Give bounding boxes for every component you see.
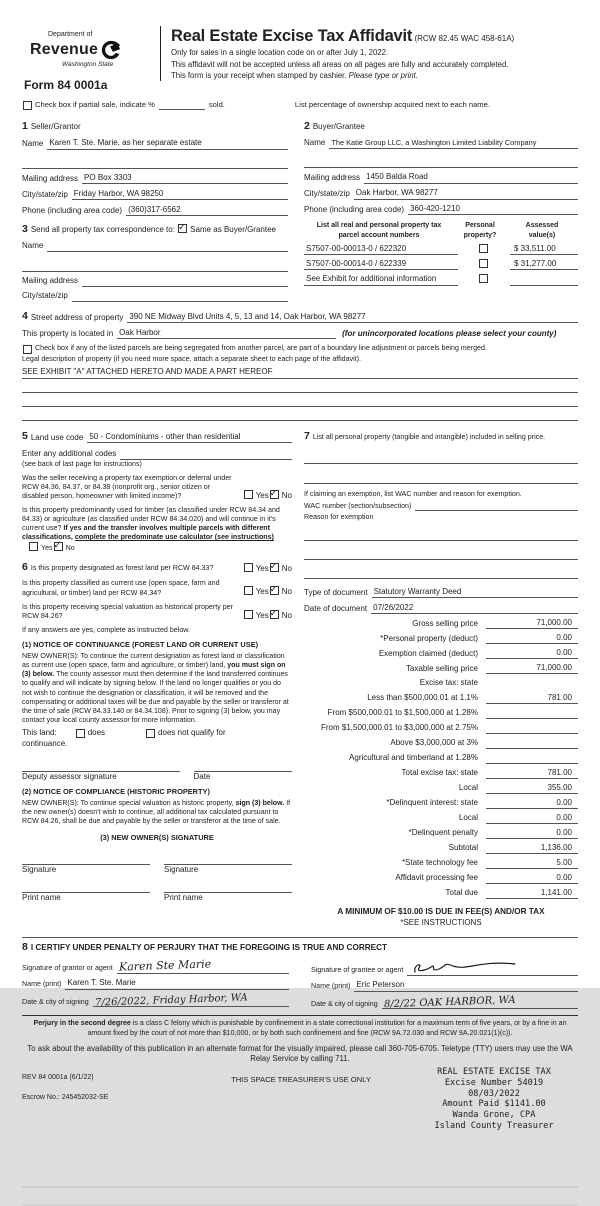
parcel-2-personal-checkbox[interactable] xyxy=(479,259,488,268)
street-address-field[interactable]: 390 NE Midway Blvd Units 4, 5, 13 and 14, Oak Harbor, WA 98277 xyxy=(127,312,578,323)
partial-sale-row xyxy=(22,100,578,110)
parcel-number-field[interactable]: S7507-00-00014-0 / 622339 xyxy=(304,259,458,270)
dor-logo-block xyxy=(22,26,160,93)
tier-2-value[interactable] xyxy=(486,708,578,719)
perjury-statement: Perjury in the second degree is a class C felony which is punishable by confinement in a state correctional institution for a maximum term of five years, or by a fine in an amount fixed by the court of not more than $10,000, or by both such confinement and fine (RCW 9A.72.030 and RCW 9A.20.021(1)(c)). xyxy=(22,1015,578,1037)
section-4-number: 4 xyxy=(22,309,28,322)
buyer-phone-field[interactable]: 360-420-1210 xyxy=(408,204,578,215)
grantor-name-field[interactable]: Karen T. Ste. Marie xyxy=(65,978,289,989)
buyer-city-field[interactable]: Oak Harbor, WA 98277 xyxy=(354,188,578,199)
notice-of-continuance-body: NEW OWNER(S): To continue the current designation as forest land or classification as current use (open space, farm and agriculture, or timber) land, you must sign on (3) below. The county assessor must then determine if the land transferred continues to qualify and will indicate by signing below. If the land no longer qualifies or you do not wish to continue the designation or classification, it will be removed and the compensating or additional taxes will be due and payable by the seller or transferor at the time of sale (RCW 84.33.140 or 84.34.108). Prior to signing (3) below, you may contact your local county assessor for more information. xyxy=(22,653,289,725)
sec5-q1-no-checkbox[interactable] xyxy=(270,490,279,499)
buyer-grantee-label: Buyer/Grantee xyxy=(312,121,365,131)
exemption-claimed-value[interactable]: 0.00 xyxy=(486,648,578,659)
notice-of-compliance-body: NEW OWNER(S): To continue special valuation as historic property, sign (3) below. If the new owner(s) doesn't wish to continue, all additional tax calculated pursuant to RCW 84.26, shall be due and payable by the seller or transferor at the time of sale. xyxy=(22,800,291,826)
personal-property-line2[interactable] xyxy=(304,473,578,484)
legal-description-label: Legal description of property (if you need more space, attach a separate sheet to each page of the affidavit). xyxy=(22,355,362,364)
sec5-q1-text: Was the seller receiving a property tax exemption or deferral under RCW 84.36, 84.37, or 84.38 (nonprofit org., senior citizen or disabled person, homeowner with limited income)? xyxy=(22,473,232,501)
section-4 xyxy=(22,310,578,421)
signature-label-2: Signature xyxy=(164,865,199,875)
parcel-row xyxy=(304,244,578,255)
correspondence-name-field[interactable] xyxy=(47,251,288,252)
section-7-tax-column xyxy=(304,430,578,929)
correspondence-mailing-label: Mailing address xyxy=(22,276,79,286)
tier-2-label: From $500,000.01 to $1,500,000 at 1.28% xyxy=(327,708,478,718)
header-line-3 xyxy=(171,71,578,81)
total-excise-state-value[interactable]: 781.00 xyxy=(486,768,578,779)
parcel-2-assessed-field[interactable]: $ 31,277.00 xyxy=(510,259,578,270)
grantee-name-label: Name (print) xyxy=(311,982,351,991)
same-as-buyer-checkbox[interactable] xyxy=(178,224,187,233)
grantee-signature-field[interactable] xyxy=(407,959,578,975)
agricultural-timberland-value[interactable] xyxy=(486,753,578,764)
parcel-table xyxy=(304,221,578,285)
section-8 xyxy=(22,937,578,1010)
correspondence-label: Send all property tax correspondence to: xyxy=(30,225,175,235)
segregated-checkbox[interactable] xyxy=(23,345,32,354)
form-header xyxy=(22,26,578,93)
taxable-selling-price-value[interactable]: 71,000.00 xyxy=(486,663,578,674)
wac-number-label: WAC number (section/subsection) xyxy=(304,501,412,510)
affidavit-processing-fee-label: Affidavit processing fee xyxy=(395,873,478,883)
additional-codes-label: Enter any additional codes xyxy=(22,449,117,459)
does-checkbox[interactable] xyxy=(76,729,85,738)
form-title: Real Estate Excise Tax Affidavit xyxy=(171,27,413,45)
does-not-checkbox[interactable] xyxy=(146,729,155,738)
parcel-number-field[interactable]: S7507-00-00013-0 / 622320 xyxy=(304,244,458,255)
section-7-heading: 7 List all personal property (tangible and intangible) included in selling price. xyxy=(304,429,546,442)
owner-print-name-2-field[interactable] xyxy=(164,882,292,893)
local-tax-label: Local xyxy=(458,783,478,793)
washington-state-label: Washington State xyxy=(62,61,114,69)
tier-4-value[interactable] xyxy=(486,738,578,749)
revenue-swirl-icon xyxy=(100,39,122,61)
personal-property-deduct-value[interactable]: 0.00 xyxy=(486,633,578,644)
buyer-mailing-field[interactable]: 1450 Balda Road xyxy=(364,172,578,183)
sec6-q3-yes-checkbox[interactable] xyxy=(244,610,253,619)
section-8-number: 8 xyxy=(22,940,28,953)
seller-name-field[interactable]: Karen T. Ste. Marie, as her separate estate xyxy=(47,138,288,149)
sec5-q2-yes-checkbox[interactable] xyxy=(29,542,38,551)
excise-tax-state-spacer xyxy=(486,679,578,689)
legal-description-line2[interactable] xyxy=(22,379,578,393)
grantor-name-label: Name (print) xyxy=(22,980,62,989)
correspondence-name-line2[interactable] xyxy=(22,261,288,272)
parcel-1-assessed-field[interactable]: $ 33,511.00 xyxy=(510,244,578,255)
buyer-phone-label: Phone (including area code) xyxy=(304,205,405,215)
delinquent-interest-state-value[interactable]: 0.00 xyxy=(486,798,578,809)
delinquent-interest-local-value[interactable]: 0.00 xyxy=(486,813,578,824)
seller-mailing-label: Mailing address xyxy=(22,174,79,184)
legal-description-field[interactable]: SEE EXHIBIT "A" ATTACHED HERETO AND MADE A PART HEREOF xyxy=(22,367,578,378)
street-address-label: Street address of property xyxy=(30,312,124,322)
partial-sale-checkbox[interactable] xyxy=(23,101,32,110)
revenue-wordmark: Revenue xyxy=(30,40,99,58)
parcel-numbers-header: List all real and personal property tax parcel account numbers xyxy=(316,222,442,239)
reason-line2[interactable] xyxy=(304,549,578,560)
affidavit-processing-fee-value[interactable]: 0.00 xyxy=(486,873,578,884)
state-technology-fee-label: *State technology fee xyxy=(401,858,478,868)
seller-grantor-label: Seller/Grantor xyxy=(30,121,81,131)
sec6-q3-yesno: Yes ✓ No xyxy=(243,610,292,621)
sec5-q2-text: Is this property predominantly used for timber (as classified under RCW 84.34 and 84.33) or agriculture (as classified under RCW 84.34.020) and will continue in it's current use? If yes and the transfer involves multiple parcels with different classifications, complete the predominate use calculator (see instructions) Yes ✓ No xyxy=(22,506,292,554)
personal-property-line1[interactable] xyxy=(304,453,578,464)
section-2-number: 2 xyxy=(304,119,310,132)
seller-city-label: City/state/zip xyxy=(22,189,68,199)
wac-number-field[interactable] xyxy=(415,510,578,511)
section-1-number: 1 xyxy=(22,119,28,132)
sec5-q2-yesno: Yes ✓ No xyxy=(28,544,75,552)
deputy-date-label: Date xyxy=(193,772,211,782)
sec6-q1-text: 6 Is this property designated as forest land per RCW 84.33? xyxy=(22,560,214,573)
sec6-q2-yes-checkbox[interactable] xyxy=(244,586,253,595)
sec6-q1-no-checkbox[interactable] xyxy=(270,563,279,572)
grantor-sig-label: Signature of grantor or agent xyxy=(22,964,113,973)
exemption-claimed-label: Exemption claimed (deduct) xyxy=(378,648,478,658)
total-due-label: Total due xyxy=(445,888,478,898)
grantor-signature-handwriting: Karen Ste Marie xyxy=(118,957,212,974)
located-in-label: This property is located in xyxy=(22,328,114,338)
treasurer-stamp xyxy=(410,1067,578,1131)
section-3-heading xyxy=(22,223,288,237)
land-use-label: Land use code xyxy=(30,432,84,442)
if-yes-note: If any answers are yes, complete as instructed below. xyxy=(22,626,190,635)
grantee-date-label: Date & city of signing xyxy=(311,1000,378,1009)
delinquent-interest-local-label: Local xyxy=(458,813,478,823)
tier-1-label: Less than $500,000.01 at 1.1% xyxy=(367,693,478,703)
does-not-label: does not qualify for xyxy=(158,728,226,738)
stamp-treasurer-name: Wanda Grone, CPA xyxy=(452,1110,536,1121)
print-name-label-1: Print name xyxy=(22,892,61,902)
taxable-selling-price-label: Taxable selling price xyxy=(405,663,478,673)
sec5-q2-no-checkbox[interactable] xyxy=(54,542,63,551)
section-2-heading xyxy=(304,120,578,134)
scan-artifact-line xyxy=(22,1186,578,1188)
deputy-date-field[interactable] xyxy=(194,761,292,772)
this-land-row xyxy=(22,728,292,738)
additional-codes-note: (see back of last page for instructions) xyxy=(22,459,142,468)
parcel-3-personal-checkbox[interactable] xyxy=(479,274,488,283)
excise-tax-state-header: Excise tax: state xyxy=(419,678,478,688)
grantee-date-field[interactable] xyxy=(382,996,578,1009)
land-use-field[interactable]: 50 - Condominiums - other than residential xyxy=(87,432,292,443)
buyer-column xyxy=(304,118,578,302)
certify-statement: I CERTIFY UNDER PENALTY OF PERJURY THAT THE FOREGOING IS TRUE AND CORRECT xyxy=(30,942,388,952)
partial-sale-label: Check box if partial sale, indicate % xyxy=(35,100,155,110)
notice-of-continuance-title: (1) NOTICE OF CONTINUANCE (FOREST LAND OR CURRENT USE) xyxy=(22,640,259,650)
stamp-amount-paid: Amount Paid $1141.00 xyxy=(442,1099,546,1110)
delinquent-penalty-value[interactable]: 0.00 xyxy=(486,828,578,839)
dept-of-label: Department of xyxy=(48,31,93,38)
agricultural-timberland-label: Agricultural and timberland at 1.28% xyxy=(349,753,478,763)
seller-name-label: Name xyxy=(22,139,44,149)
footer-row xyxy=(22,1067,578,1131)
buyer-name-field-line2[interactable] xyxy=(304,157,578,168)
same-as-buyer-label: Same as Buyer/Grantee xyxy=(190,225,276,235)
assessed-value-header: Assessed value(s) xyxy=(525,222,559,239)
tier-3-value[interactable] xyxy=(486,723,578,734)
section-7-number: 7 xyxy=(304,429,310,442)
local-tax-value[interactable]: 355.00 xyxy=(486,783,578,794)
date-of-document-label: Date of document xyxy=(304,603,368,613)
grantor-date-label: Date & city of signing xyxy=(22,998,89,1007)
type-or-print-note: Please type or print. xyxy=(348,70,419,80)
header-line-2: This affidavit will not be accepted unless all areas on all pages are fully and accurately completed. xyxy=(171,59,509,69)
print-name-label-2: Print name xyxy=(164,892,203,902)
sold-label: sold. xyxy=(208,100,225,110)
type-of-document-label: Type of document xyxy=(304,587,368,597)
buyer-mailing-label: Mailing address xyxy=(304,173,361,183)
sec6-q3-text: Is this property receiving special valuation as historical property per RCW 84.26? xyxy=(22,602,233,620)
correspondence-city-label: City/state/zip xyxy=(22,291,68,301)
reason-for-exemption-label: Reason for exemption xyxy=(304,512,374,521)
sec6-q2-yesno: Yes ✓ No xyxy=(243,586,292,597)
deputy-assessor-signature-field[interactable] xyxy=(22,761,180,772)
section-6-number: 6 xyxy=(22,560,28,573)
parcel-row xyxy=(304,274,578,285)
notice-of-compliance-title: (2) NOTICE OF COMPLIANCE (HISTORIC PROPERTY) xyxy=(22,787,210,797)
form-number: Form 84 0001a xyxy=(24,77,108,92)
sec6-q2-text: Is this property classified as current use (open space, farm and agricultural, or timber) land per RCW 84.34? xyxy=(22,579,220,597)
rcw-reference: (RCW 82.45 WAC 458-61A) xyxy=(414,34,515,43)
section-1-heading xyxy=(22,120,288,134)
treasurer-use-only-label: THIS SPACE TREASURER'S USE ONLY xyxy=(231,1075,371,1085)
parcel-3-assessed-field[interactable] xyxy=(510,285,578,286)
grantee-sig-label: Signature of grantee or agent xyxy=(311,966,404,975)
stamp-excise-number: Excise Number 54019 xyxy=(444,1077,544,1088)
this-land-label: This land: xyxy=(22,728,57,738)
buyer-city-label: City/state/zip xyxy=(304,189,350,199)
buyer-name-label: Name xyxy=(304,138,326,148)
escrow-number: Escrow No.: 245452032-SE xyxy=(22,1094,109,1102)
personal-property-deduct-label: *Personal property (deduct) xyxy=(380,633,478,643)
grantee-name-field[interactable]: Eric Peterson xyxy=(354,980,578,991)
tier-3-label: From $1,500,000.01 to $3,000,000 at 2.75% xyxy=(320,723,478,733)
ownership-percentage-note: List percentage of ownership acquired next to each name. xyxy=(294,100,490,110)
total-due-value[interactable]: 1,141.00 xyxy=(486,888,578,899)
grantee-signature-scrawl xyxy=(409,959,519,975)
subtotal-label: Subtotal xyxy=(448,843,478,853)
grantee-date-handwriting: 8/2/22 OAK HARBOR, WA xyxy=(383,994,516,1011)
see-instructions-note: *SEE INSTRUCTIONS xyxy=(400,918,482,928)
minimum-due-note: A MINIMUM OF $10.00 IS DUE IN FEE(S) AND/OR TAX xyxy=(337,906,545,916)
segregated-label: Check box if any of the listed parcels are being segregated from another parcel, are part of a boundary line adjustment or parcels being merged. xyxy=(35,344,487,353)
sec5-q1-yesno: Yes ✓ No xyxy=(243,490,292,501)
does-label: does xyxy=(87,728,106,738)
parcel-number-field[interactable]: See Exhibit for additional information xyxy=(304,274,458,285)
buyer-name-field[interactable]: The Katie Group LLC, a Washington Limited Liability Company xyxy=(329,138,578,149)
reason-line3[interactable] xyxy=(304,568,578,579)
legal-description-line3[interactable] xyxy=(22,393,578,407)
continuance-label: continuance. xyxy=(22,738,68,748)
grantee-signature-block xyxy=(311,957,578,1009)
reason-line1[interactable] xyxy=(304,530,578,541)
tier-4-label: Above $3,000,000 at 3% xyxy=(390,738,478,748)
grantor-signature-block xyxy=(22,957,289,1009)
total-excise-state-label: Total excise tax: state xyxy=(401,768,478,778)
gross-selling-price-label: Gross selling price xyxy=(412,618,478,628)
delinquent-interest-state-label: *Delinquent interest: state xyxy=(386,798,478,808)
legal-description-line4[interactable] xyxy=(22,407,578,421)
exemption-note: If claiming an exemption, list WAC number and reason for exemption. xyxy=(304,490,522,499)
owner-signature-1-field[interactable] xyxy=(22,854,150,865)
stamp-date: 08/03/2022 xyxy=(468,1088,520,1099)
parcel-1-personal-checkbox[interactable] xyxy=(479,244,488,253)
located-in-field[interactable]: Oak Harbor xyxy=(117,328,336,339)
personal-property-header: Personal property? xyxy=(463,222,497,239)
title-block xyxy=(160,26,578,81)
deputy-assessor-label: Deputy assessor signature xyxy=(22,772,117,782)
owner-print-name-1-field[interactable] xyxy=(22,882,150,893)
header-line-3-text: This form is your receipt when stamped by cashier. xyxy=(171,70,349,80)
stamp-title: REAL ESTATE EXCISE TAX xyxy=(437,1067,551,1078)
sec6-q2-no-checkbox[interactable] xyxy=(270,586,279,595)
correspondence-name-label: Name xyxy=(22,241,44,251)
seller-city-field[interactable]: Friday Harbor, WA 98250 xyxy=(72,189,288,200)
tier-1-value[interactable]: 781.00 xyxy=(486,693,578,704)
sec6-q1-yes-checkbox[interactable] xyxy=(244,563,253,572)
tax-computation-table xyxy=(304,618,578,898)
correspondence-city-field[interactable] xyxy=(72,301,288,302)
parcel-row xyxy=(304,259,578,270)
gross-selling-price-value[interactable]: 71,000.00 xyxy=(486,618,578,629)
partial-percent-field[interactable] xyxy=(159,109,205,110)
state-technology-fee-value[interactable]: 5.00 xyxy=(486,858,578,869)
sec5-q1-yes-checkbox[interactable] xyxy=(244,490,253,499)
delinquent-penalty-label: *Delinquent penalty xyxy=(408,828,478,838)
grantor-date-field[interactable] xyxy=(93,994,289,1007)
sections-5-6-column xyxy=(22,430,292,929)
type-of-document-field[interactable]: Statutory Warranty Deed xyxy=(372,587,578,598)
grantor-date-handwriting: 7/26/2022, Friday Harbor, WA xyxy=(94,992,248,1009)
new-owners-signature-title: (3) NEW OWNER(S) SIGNATURE xyxy=(100,832,214,842)
signature-label-1: Signature xyxy=(22,865,57,875)
seller-name-field-line2[interactable] xyxy=(22,158,288,169)
correspondence-mailing-field[interactable] xyxy=(82,286,288,287)
sec6-q1-yesno: Yes ✓ No xyxy=(243,563,292,574)
rev-number: REV 84 0001a (6/1/22) xyxy=(22,1074,94,1082)
stamp-treasurer-title: Island County Treasurer xyxy=(434,1120,554,1131)
date-of-document-field[interactable]: 07/26/2022 xyxy=(371,603,578,614)
county-note: (for unincorporated locations please select your county) xyxy=(342,328,557,338)
grantor-signature-field[interactable] xyxy=(117,959,289,973)
seller-phone-field[interactable]: (360)317-6562 xyxy=(126,205,288,216)
seller-mailing-field[interactable]: PO Box 3303 xyxy=(82,173,288,184)
additional-codes-field[interactable] xyxy=(120,459,292,460)
subtotal-value[interactable]: 1,136.00 xyxy=(486,843,578,854)
sec6-q3-no-checkbox[interactable] xyxy=(270,610,279,619)
owner-signature-2-field[interactable] xyxy=(164,854,292,865)
section-5-number: 5 xyxy=(22,429,28,442)
alternate-format-note: To ask about the availability of this publication in an alternate format for the visually impaired, please call 360-705-6705. Teletype (TTY) users may use the WA Relay Service by calling 711. xyxy=(27,1043,573,1064)
seller-column xyxy=(22,118,288,302)
header-line-1: Only for sales in a single location code on or after July 1, 2022. xyxy=(171,48,389,58)
scan-artifact-line xyxy=(22,1204,578,1206)
section-3-number: 3 xyxy=(22,223,28,236)
seller-phone-label: Phone (including area code) xyxy=(22,205,123,215)
